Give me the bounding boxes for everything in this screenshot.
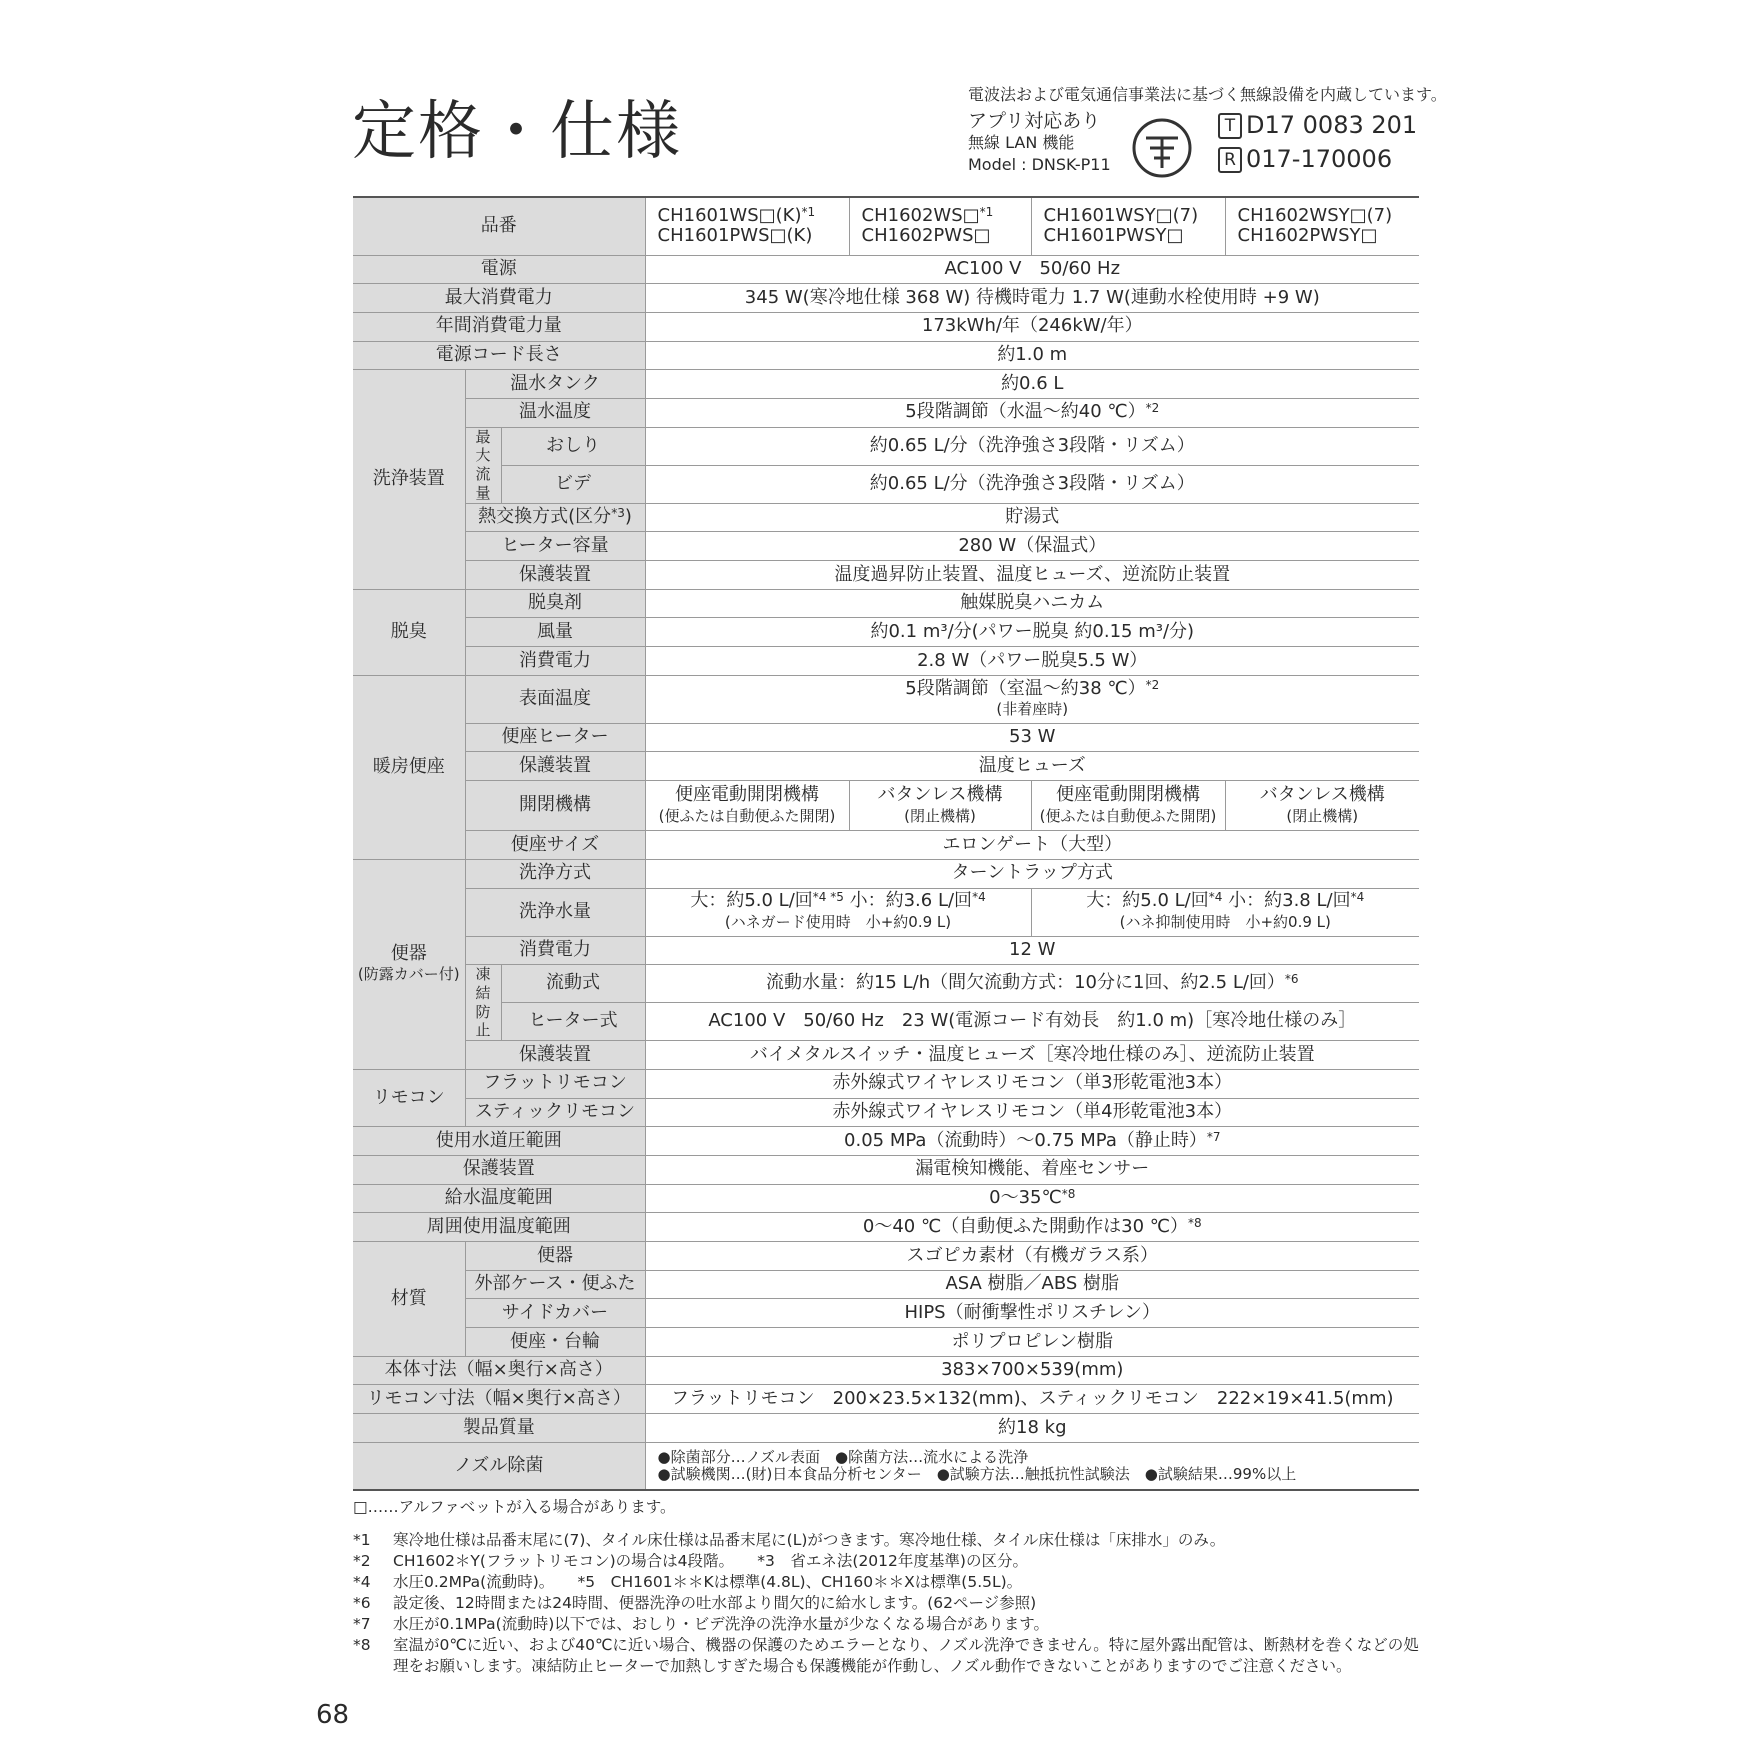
cert-r-row bbox=[1218, 142, 1417, 176]
spec-row-remote-flat: リモコン フラットリモコン 赤外線式ワイヤレスリモコン（単3形乾電池3本） bbox=[353, 1069, 1419, 1098]
footnote-1: *1 寒冷地仕様は品番末尾に(7)、タイル床仕様は品番末尾に(L)がつきます。寒冷地仕様、タイル床仕様は「床排水」のみ。 bbox=[353, 1531, 1226, 1549]
spec-row-material-bowl: 材質 便器 スゴピカ素材（有機ガラス系） bbox=[353, 1242, 1419, 1271]
footnotes bbox=[353, 1497, 1433, 1677]
spec-row-power-source: 電源 AC100 V 50/60 Hz bbox=[353, 255, 1419, 284]
spec-row-seat-open: 開閉機構 便座電動開閉機構 (便ふたは自動便ふた開閉) バタンレス機構 (閉止機構) 便座電動開閉機構 (便ふたは自動便ふた開閉) バタンレス機構 (閉止機構) bbox=[353, 781, 1419, 831]
spec-row-material-case: 外部ケース・便ふた ASA 樹脂／ABS 樹脂 bbox=[353, 1270, 1419, 1299]
spec-row-heat-exchange: 熱交換方式(区分$^{*3}$) 貯湯式 bbox=[353, 503, 1419, 532]
spec-table bbox=[353, 196, 1419, 1491]
spec-row-seat-heater: 便座ヒーター 53 W bbox=[353, 723, 1419, 752]
footnote-6: *6 設定後、12時間または24時間、便器洗浄の吐水部より間欠的に給水します。(62ページ参照) bbox=[353, 1594, 1037, 1612]
spec-row-material-base: 便座・台輪 ポリプロピレン樹脂 bbox=[353, 1328, 1419, 1357]
wireless-lan-label: 無線 LAN 機能 bbox=[968, 133, 1075, 152]
spec-row-models bbox=[353, 197, 1419, 255]
model-label: Model : DNSK-P11 bbox=[968, 155, 1111, 174]
cert-r-box: R bbox=[1218, 147, 1242, 173]
app-support-label: アプリ対応あり bbox=[968, 110, 1101, 132]
spec-row-freeze-flow: 凍結防止 流動式 流動水量：約15 L/h（間欠流動方式：10分に1回、約2.5 L/回）$^{*6}$ bbox=[353, 965, 1419, 1003]
spec-row-protect-all: 保護装置 漏電検知機能、着座センサー bbox=[353, 1155, 1419, 1184]
spec-row-max-power: 最大消費電力 345 W(寒冷地仕様 368 W) 待機時電力 1.7 W(連動水栓使用時 +9 W) bbox=[353, 284, 1419, 313]
cert-t-number: D17 0083 201 bbox=[1246, 111, 1418, 139]
spec-row-seat-size: 便座サイズ エロンゲート（大型） bbox=[353, 831, 1419, 860]
spec-row-deodor-agent: 脱臭 脱臭剤 触媒脱臭ハニカム bbox=[353, 589, 1419, 618]
freeze-label: 凍結防止 bbox=[465, 965, 501, 1041]
spec-row-material-side: サイドカバー HIPS（耐衝撃性ポリスチレン） bbox=[353, 1299, 1419, 1328]
model-cell-4: CH1602WSY□(7) CH1602PWSY□ bbox=[1225, 197, 1419, 255]
models-label: 品番 bbox=[353, 197, 645, 255]
model-cell-3: CH1601WSY□(7) CH1601PWSY□ bbox=[1031, 197, 1225, 255]
seat-group-label: 暖房便座 bbox=[353, 675, 465, 859]
page-number: 68 bbox=[316, 1700, 350, 1730]
app-info bbox=[968, 110, 1111, 176]
spec-row-seat-protect: 保護装置 温度ヒューズ bbox=[353, 752, 1419, 781]
spec-row-pressure: 使用水道圧範囲 0.05 MPa（流動時）～0.75 MPa（静止時）$^{*7}$ bbox=[353, 1127, 1419, 1156]
spec-row-water-temp-range: 給水温度範囲 0～35℃$^{*8}$ bbox=[353, 1184, 1419, 1213]
spec-row-toilet-power: 消費電力 12 W bbox=[353, 936, 1419, 965]
spec-row-annual-power: 年間消費電力量 173kWh/年（246kW/年） bbox=[353, 312, 1419, 341]
spec-row-freeze-heater: ヒーター式 AC100 V 50/60 Hz 23 W(電源コード有効長 約1.0 m)［寒冷地仕様のみ］ bbox=[353, 1003, 1419, 1041]
spec-row-tank: 洗浄装置 温水タンク 約0.6 L bbox=[353, 370, 1419, 399]
radio-law-note: 電波法および電気通信事業法に基づく無線設備を内蔵しています。 bbox=[968, 85, 1447, 104]
max-flow-label: 最大流量 bbox=[465, 427, 501, 503]
footnote-2: *2 CH1602＊Y(フラットリモコン)の場合は4段階。 *3 省エネ法(2012年度基準)の区分。 bbox=[353, 1552, 1028, 1570]
spec-row-toilet-protect: 保護装置 バイメタルスイッチ・温度ヒューズ［寒冷地仕様のみ］、逆流防止装置 bbox=[353, 1041, 1419, 1070]
page-title: 定格・仕様 bbox=[352, 95, 682, 169]
spec-row-water-temp: 温水温度 5段階調節（水温～約40 ℃）$^{*2}$ bbox=[353, 398, 1419, 427]
spec-row-deodor-power: 消費電力 2.8 W（パワー脱臭5.5 W） bbox=[353, 647, 1419, 676]
spec-row-cord: 電源コード長さ 約1.0 m bbox=[353, 341, 1419, 370]
model-cell-2: CH1602WS□$^{*1}$ CH1602PWS□ bbox=[849, 197, 1031, 255]
cert-t-row bbox=[1218, 108, 1417, 142]
spec-row-deodor-air: 風量 約0.1 m³/分(パワー脱臭 約0.15 m³/分) bbox=[353, 618, 1419, 647]
remote-group-label: リモコン bbox=[353, 1069, 465, 1126]
spec-row-weight: 製品質量 約18 kg bbox=[353, 1414, 1419, 1443]
washer-group-label: 洗浄装置 bbox=[353, 370, 465, 589]
cert-r-number: 017-170006 bbox=[1246, 145, 1393, 173]
spec-row-seat-surface: 暖房便座 表面温度 5段階調節（室温～約38 ℃）$^{*2}$ (非着座時) bbox=[353, 675, 1419, 723]
footnote-7: *7 水圧が0.1MPa(流動時)以下では、おしり・ビデ洗浄の洗浄水量が少なくなる場合があります。 bbox=[353, 1615, 1050, 1633]
spec-row-oshiri: 最大流量 おしり 約0.65 L/分（洗浄強さ3段階・リズム） bbox=[353, 427, 1419, 465]
deodor-group-label: 脱臭 bbox=[353, 589, 465, 675]
cert-t-box: T bbox=[1218, 113, 1242, 139]
material-group-label: 材質 bbox=[353, 1242, 465, 1357]
spec-row-ambient: 周囲使用温度範囲 0～40 ℃（自動便ふた開動作は30 ℃）$^{*8}$ bbox=[353, 1213, 1419, 1242]
toilet-group-label: 便器 (防露カバー付) bbox=[353, 859, 465, 1069]
footnote-8: *8 室温が0℃に近い、および40℃に近い場合、機器の保護のためエラーとなり、ノズル洗浄できません。特に屋外露出配管は、断熱材を巻くなどの処理をお願いします。凍結防止ヒーターで加熱しすぎた場合も保護機能が作動し、ノズル動作できないことがありますのでご注意ください。 bbox=[353, 1636, 1419, 1675]
spec-row-body-size: 本体寸法（幅×奥行×高さ） 383×700×539(mm) bbox=[353, 1356, 1419, 1385]
model-cell-1: $CH1601WS□(K)^{*1}$ CH1601PWS□(K) bbox=[645, 197, 849, 255]
spec-row-washer-protect: 保護装置 温度過昇防止装置、温度ヒューズ、逆流防止装置 bbox=[353, 561, 1419, 590]
footnote-4: *4 水圧0.2MPa(流動時)。 *5 CH1601＊＊Kは標準(4.8L)、CH160＊＊Xは標準(5.5L)。 bbox=[353, 1573, 1023, 1591]
giteki-mark-icon bbox=[1130, 116, 1194, 180]
spec-row-remote-size: リモコン寸法（幅×奥行×高さ） フラットリモコン 200×23.5×132(mm)、スティックリモコン 222×19×41.5(mm) bbox=[353, 1385, 1419, 1414]
spec-row-remote-stick: スティックリモコン 赤外線式ワイヤレスリモコン（単4形乾電池3本） bbox=[353, 1098, 1419, 1127]
spec-row-nozzle: ノズル除菌 ●除菌部分…ノズル表面 ●除菌方法…流水による洗浄 ●試験機関…(財)日本食品分析センター ●試験方法…触抵抗性試験法 ●試験結果…99%以上 bbox=[353, 1442, 1419, 1490]
spec-row-toilet-water: 洗浄水量 大：約5.0 L/回$^{*4 *5}$ 小：約3.6 L/回$^{*4}$ (ハネガード使用時 小+約0.9 L) 大：約5.0 L/回$^{*4}$ 小：約3.8 L/回$^{*4}$ (ハネ抑制使用時 小+約0.9 L) bbox=[353, 888, 1419, 936]
spec-row-toilet-method: 便器 (防露カバー付) 洗浄方式 ターントラップ方式 bbox=[353, 859, 1419, 888]
certification-numbers bbox=[1218, 108, 1417, 176]
spec-row-bide: ビデ 約0.65 L/分（洗浄強さ3段階・リズム） bbox=[353, 465, 1419, 503]
footnote-alpha: □……アルファベットが入る場合があります。 bbox=[353, 1498, 676, 1516]
spec-row-heater: ヒーター容量 280 W（保温式） bbox=[353, 532, 1419, 561]
